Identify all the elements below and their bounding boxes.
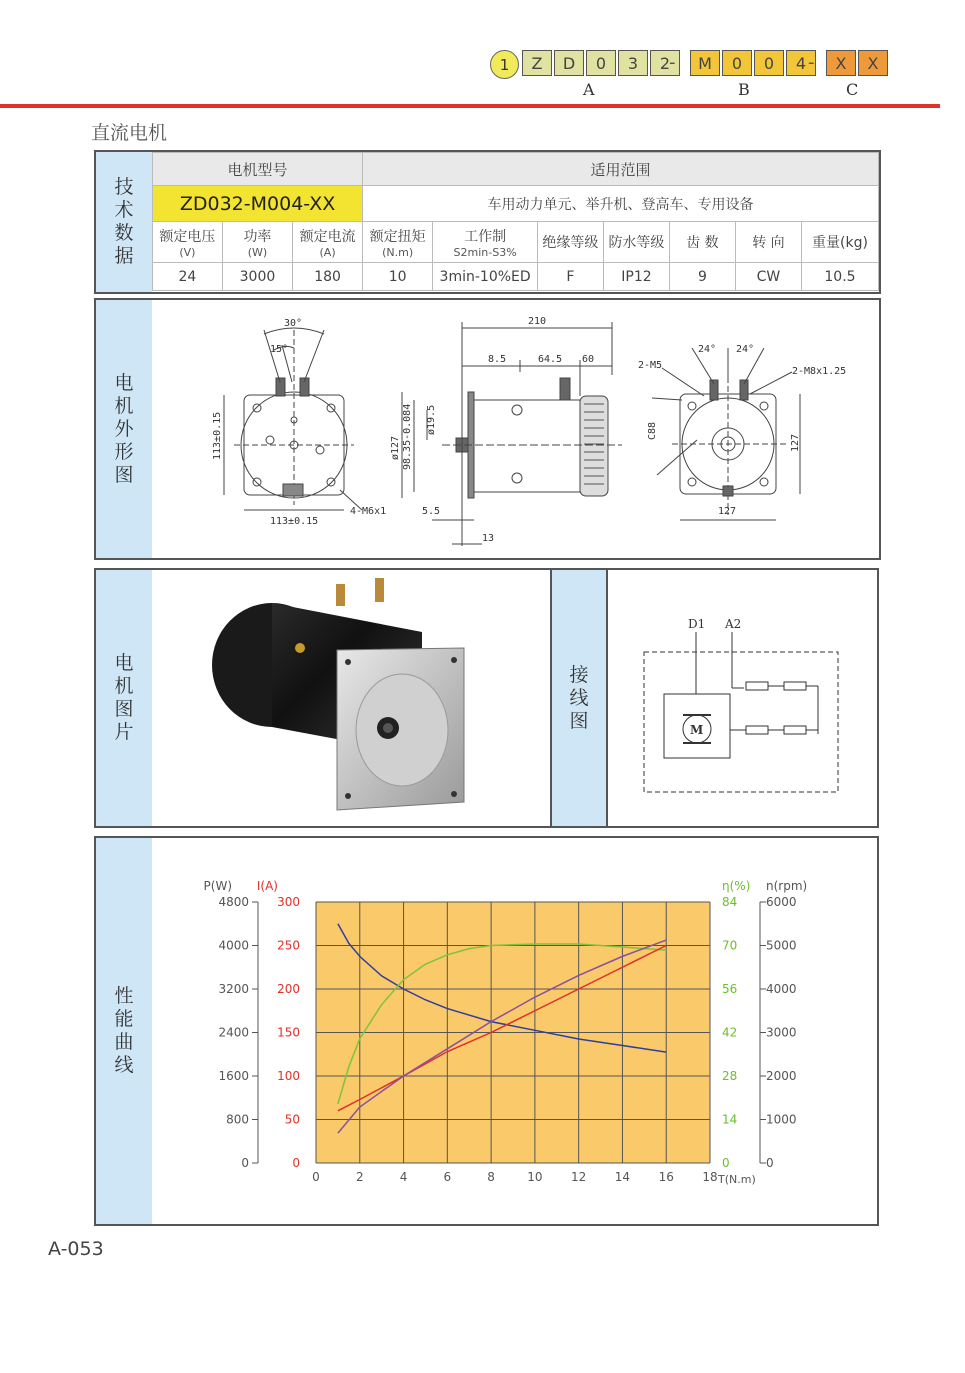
code-char: X [858,50,888,76]
spec-column-header: 额定电压 (V) [153,222,223,263]
y-tick-label-I: 250 [277,938,300,953]
spec-column-header: 功率 (W) [222,222,292,263]
y-tick-label-n: 5000 [766,938,797,953]
code-dash: - [808,52,815,73]
svg-text:C88: C88 [647,421,658,440]
y-tick-label-P: 4800 [218,895,249,909]
y-tick-label-I: 100 [277,1069,300,1083]
outline-panel [94,298,881,560]
range-header: 适用范围 [363,153,879,186]
y-tick-label-I: 200 [277,982,300,996]
spec-value: 180 [293,263,363,291]
performance-chart [152,838,877,1224]
axis-title-eta: η(%) [722,879,751,893]
side-body [474,400,580,492]
x-tick-label: 6 [443,1170,452,1184]
outline-drawing [152,300,879,558]
tech-side-label: 技 术 数 据 [96,152,152,292]
code-char: Z [522,50,552,76]
code-char: X [826,50,856,76]
y-tick-label-I: 50 [284,1112,300,1127]
code-circle-1: 1 [490,50,519,79]
svg-text:60: 60 [582,354,595,365]
svg-text:64.5: 64.5 [538,354,563,365]
svg-text:2-M8x1.25: 2-M8x1.25 [792,366,847,377]
wiring-side-label: 接 线 图 [552,570,606,826]
model-header: 电机型号 [153,153,363,186]
code-char: D [554,50,584,76]
axis-title-P: P(W) [203,879,232,893]
code-dash: - [669,52,676,73]
spec-value: 24 [153,263,223,291]
svg-text:24°: 24° [736,344,755,355]
spec-column-header: 绝缘等级 [538,222,604,263]
spec-value: IP12 [603,263,669,291]
x-tick-label: 2 [355,1170,364,1184]
y-tick-label-P: 2400 [218,1025,249,1040]
svg-text:113±0.15: 113±0.15 [212,411,223,460]
x-tick-label: 12 [571,1170,587,1184]
page-number: A-053 [48,1238,104,1260]
y-tick-label-eta: 84 [722,895,738,909]
svg-text:30°: 30° [284,318,303,329]
code-char: M [690,50,720,76]
svg-text:24°: 24° [698,344,717,355]
performance-panel [94,836,879,1226]
spec-value: 10 [363,263,433,291]
spec-value: F [538,263,604,291]
y-tick-label-n: 0 [766,1156,774,1170]
spec-column-header: 额定扭矩 (N.m) [363,222,433,263]
y-tick-label-eta: 14 [722,1112,738,1127]
y-tick-label-eta: 70 [722,938,738,953]
x-tick-label: 8 [487,1170,495,1184]
spec-column-header: 齿 数 [670,222,736,263]
code-part-b [690,50,818,76]
svg-text:127: 127 [790,433,801,452]
spec-value: 3min-10%ED [433,263,538,291]
outline-side-label: 电 机 外 形 图 [96,300,152,558]
svg-text:210: 210 [528,316,547,327]
y-tick-label-eta: 0 [722,1156,730,1170]
photo-wiring-panel [94,568,879,828]
x-tick-label: 18 [702,1170,718,1184]
range-value: 车用动力单元、举升机、登高车、专用设备 [363,186,879,222]
svg-text:13: 13 [482,533,495,544]
svg-text:8.5: 8.5 [488,354,507,365]
model-value: ZD032-M004-XX [153,186,363,222]
axis-title-I: I(A) [256,879,278,893]
spec-column-header: 额定电流 (A) [293,222,363,263]
code-char: 4 [786,50,816,76]
y-tick-label-eta: 42 [722,1025,738,1040]
terminal-d1: D1 [688,617,706,631]
y-tick-label-n: 2000 [766,1069,797,1083]
motor-symbol: M [690,723,704,737]
spec-value: CW [735,263,801,291]
y-tick-label-eta: 28 [722,1069,738,1083]
motor-photo [152,570,550,826]
y-tick-label-P: 4000 [218,938,249,953]
x-tick-label: 16 [658,1170,674,1184]
y-tick-label-I: 0 [292,1156,300,1170]
page-title: 直流电机 [91,122,168,144]
code-char: 0 [586,50,616,76]
svg-text:15°: 15° [270,344,289,355]
x-tick-label: 14 [614,1170,631,1184]
svg-text:4-M6x1: 4-M6x1 [350,506,387,517]
svg-text:5.5: 5.5 [422,506,441,517]
spec-value: 3000 [222,263,292,291]
code-char: 2 [650,50,680,76]
svg-text:2-M5: 2-M5 [638,360,663,371]
code-part-c [826,50,890,76]
y-tick-label-n: 3000 [766,1025,797,1040]
code-char: 0 [754,50,784,76]
spec-column-header: 防水等级 [603,222,669,263]
y-tick-label-I: 150 [277,1025,300,1040]
x-tick-label: 4 [399,1170,408,1184]
x-tick-label: 10 [527,1170,543,1184]
code-label-a: A [583,80,595,99]
y-tick-label-P: 800 [226,1112,249,1127]
y-tick-label-I: 300 [277,895,300,909]
y-tick-label-eta: 56 [722,982,738,996]
svg-text:98.35-0.084: 98.35-0.084 [402,403,413,470]
y-tick-label-P: 0 [241,1156,249,1170]
spec-column-header: 转 向 [735,222,801,263]
axis-title-n: n(rpm) [766,879,808,893]
y-tick-label-n: 6000 [766,895,797,909]
code-part-a [522,50,682,76]
spec-table [152,152,879,291]
photo-side-label: 电 机 图 片 [96,570,152,826]
svg-text:ø127: ø127 [390,435,401,460]
wiring-diagram [608,570,877,826]
y-tick-label-n: 1000 [766,1112,797,1127]
spec-column-header: 工作制 S2min-S3% [433,222,538,263]
spec-value: 10.5 [801,263,878,291]
spec-value: 9 [670,263,736,291]
perf-side-label: 性 能 曲 线 [96,838,152,1224]
x-axis-title: T(N.m) [718,1173,756,1186]
x-tick-label: 0 [312,1170,320,1184]
y-tick-label-P: 1600 [218,1069,249,1083]
code-label-b: B [738,80,750,99]
svg-text:113±0.15: 113±0.15 [270,516,319,527]
spec-column-header: 重量(kg) [801,222,878,263]
header-red-rule [0,104,940,108]
terminal-a2: A2 [725,617,742,631]
svg-text:ø19.5: ø19.5 [426,404,437,435]
code-char: 0 [722,50,752,76]
y-tick-label-n: 4000 [766,982,797,996]
code-label-c: C [846,80,859,99]
tech-data-panel [94,150,881,294]
code-char: 3 [618,50,648,76]
svg-text:127: 127 [718,506,737,517]
y-tick-label-P: 3200 [218,982,249,996]
